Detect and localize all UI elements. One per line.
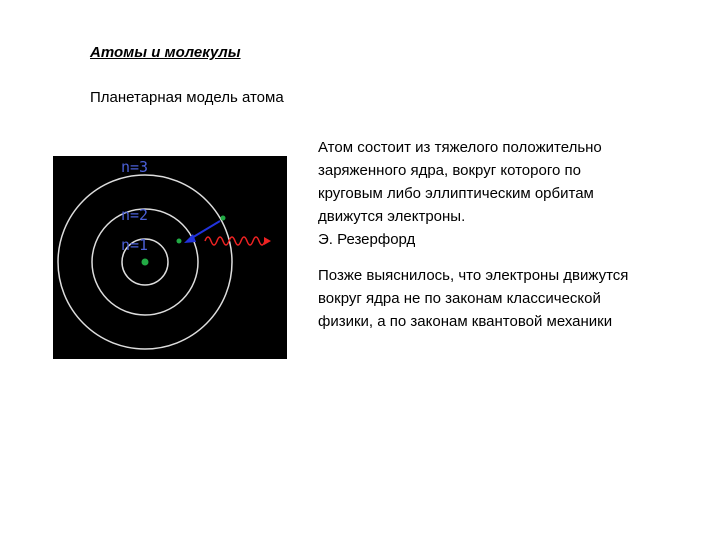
rutherford-description	[318, 136, 698, 251]
note-line: физики, а по законам квантовой механики	[318, 313, 613, 330]
description-line: движутся электроны.	[318, 208, 466, 225]
description-author: Э. Резерфорд	[318, 231, 416, 248]
electron-n1	[177, 239, 182, 244]
slide-title: Атомы и молекулы	[90, 44, 241, 61]
slide-subtitle: Планетарная модель атома	[90, 89, 284, 106]
description-line: заряженного ядра, вокруг которого по	[318, 162, 581, 179]
quantum-note	[318, 264, 698, 333]
photon-arrowhead	[264, 237, 271, 245]
electron-n3	[221, 216, 226, 221]
description-line: круговым либо эллиптическим орбитам	[318, 185, 594, 202]
atom-model-svg	[53, 156, 287, 359]
photon-wave	[205, 237, 265, 245]
label-n2: n=2	[121, 206, 149, 224]
note-line: вокруг ядра не по законам классической	[318, 290, 601, 307]
label-n1: n=1	[121, 236, 149, 254]
transition-arrow	[190, 221, 220, 239]
description-line: Атом состоит из тяжелого положительно	[318, 139, 602, 156]
label-n3: n=3	[121, 158, 149, 176]
atom-model-diagram	[53, 156, 287, 359]
nucleus	[142, 259, 149, 266]
note-line: Позже выяснилось, что электроны движутся	[318, 267, 629, 284]
